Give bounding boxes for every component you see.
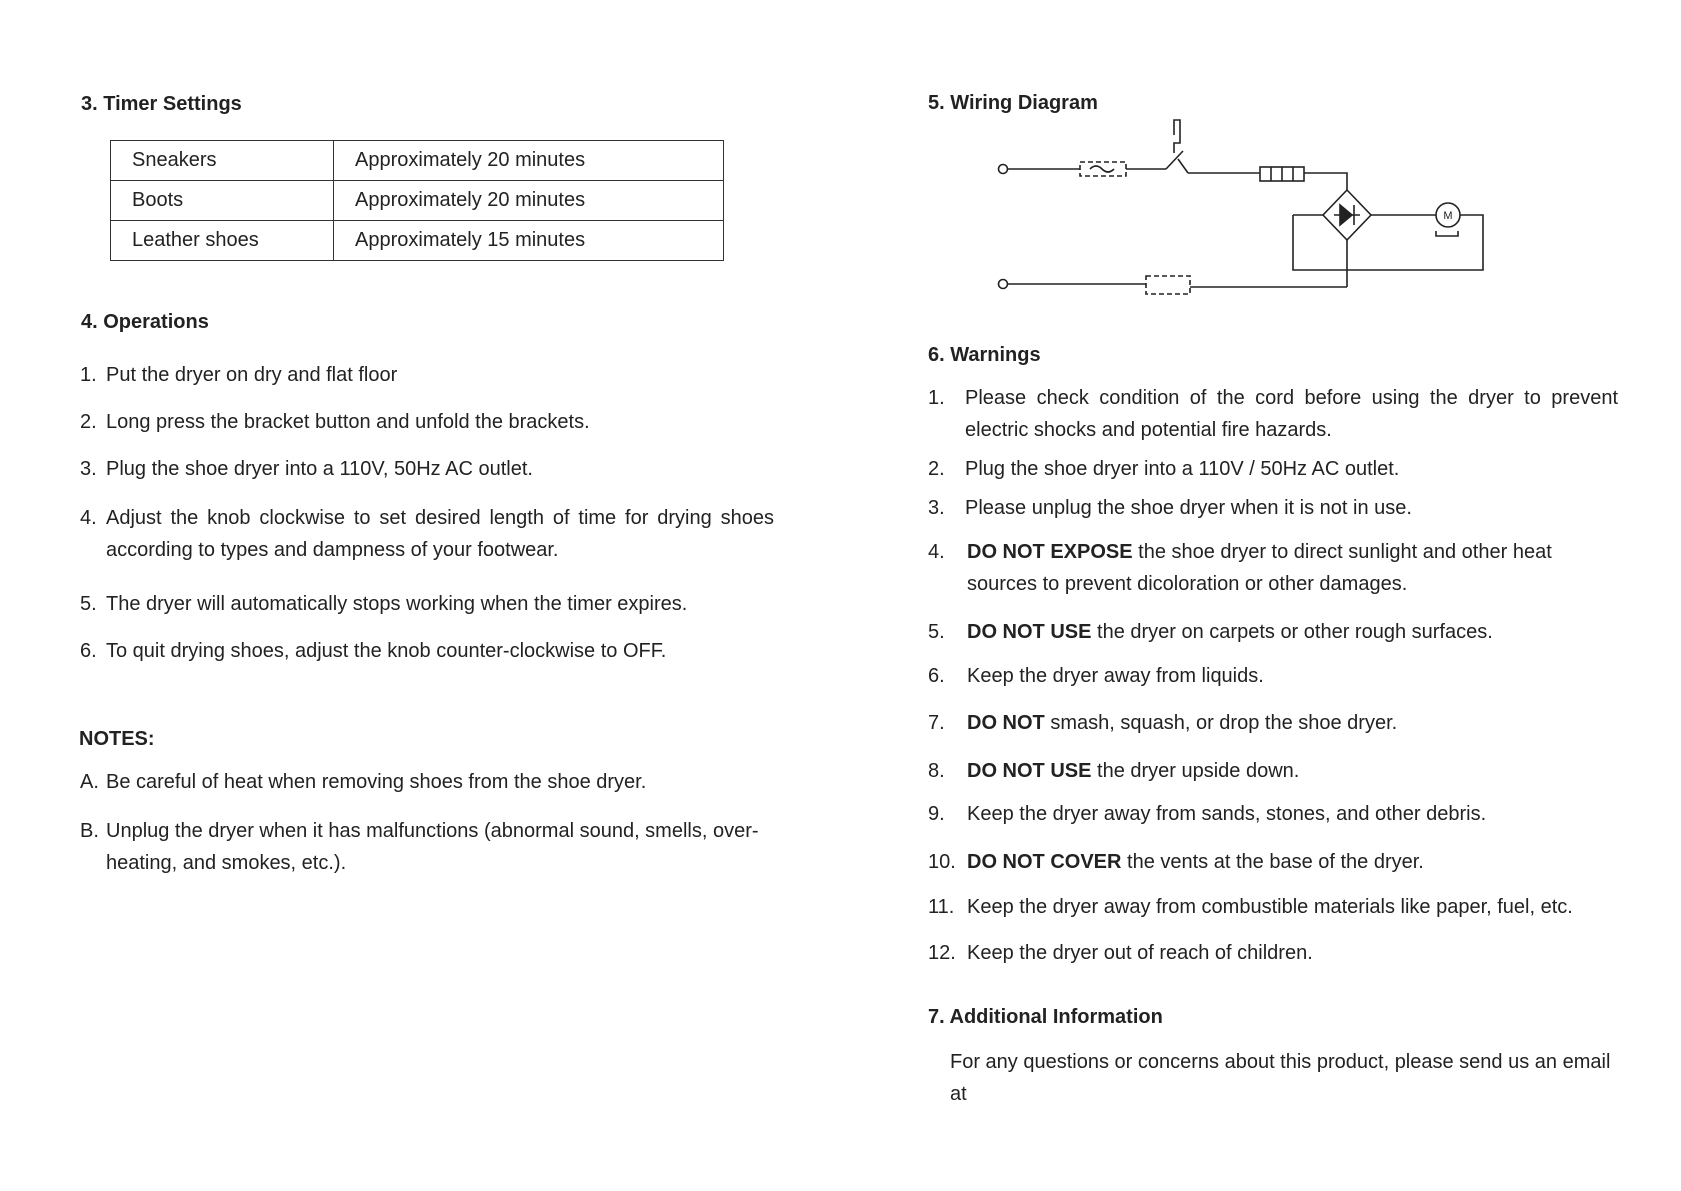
item-text: Keep the dryer away from liquids.: [967, 665, 1264, 687]
item-number: 9.: [928, 803, 945, 825]
item-text: Please unplug the shoe dryer when it is not in use.: [965, 497, 1412, 519]
operations-heading: 4. Operations: [81, 311, 209, 333]
shoe-type-cell: Leather shoes: [111, 221, 334, 261]
item-text: Unplug the dryer when it has malfunctions (abnormal sound, smells, over-heating, and smokes, etc.).: [106, 820, 759, 874]
item-number: 5.: [928, 621, 945, 643]
warning-item: [928, 798, 1618, 830]
shoe-type-cell: Sneakers: [111, 141, 334, 181]
duration-cell: Approximately 15 minutes: [334, 221, 724, 261]
item-text: Adjust the knob clockwise to set desired length of time for drying shoes according to types and dampness of your footwear.: [106, 507, 774, 561]
item-number: 2.: [928, 458, 945, 480]
additional-heading: 7. Additional Information: [928, 1006, 1163, 1028]
item-number: B.: [80, 820, 99, 842]
item-number: 3.: [928, 497, 945, 519]
warning-item: [928, 846, 1618, 878]
item-number: 12.: [928, 942, 956, 964]
item-text: To quit drying shoes, adjust the knob counter-clockwise to OFF.: [106, 640, 667, 662]
warnings-heading: 6. Warnings: [928, 344, 1041, 366]
warning-item: [928, 937, 1618, 969]
terminal-top: [999, 165, 1008, 174]
table-row: [111, 181, 724, 221]
item-text: Please check condition of the cord before using the dryer to prevent electric shocks and potential fire hazards.: [965, 387, 1618, 441]
item-text: Be careful of heat when removing shoes from the shoe dryer.: [106, 771, 647, 793]
operation-item: [80, 453, 780, 485]
timer-heading: 3. Timer Settings: [81, 93, 242, 115]
operation-item: [80, 502, 774, 566]
additional-text: [950, 1046, 1620, 1110]
item-number: 5.: [80, 593, 97, 615]
operation-item: [80, 406, 780, 438]
note-item: [80, 766, 780, 798]
warning-emphasis: DO NOT COVER: [967, 851, 1122, 873]
item-number: 10.: [928, 851, 956, 873]
timer-switch: [1166, 151, 1183, 169]
item-text: Keep the dryer away from sands, stones, and other debris.: [967, 803, 1487, 825]
additional-body: For any questions or concerns about this product, please send us an email at: [950, 1051, 1611, 1105]
item-text: the shoe dryer to direct sunlight and other heat sources to prevent dicoloration or other damages.: [967, 541, 1552, 595]
item-text: The dryer will automatically stops working when the timer expires.: [106, 593, 688, 615]
shoe-type-cell: Boots: [111, 181, 334, 221]
item-text: Put the dryer on dry and flat floor: [106, 364, 398, 386]
item-text: Long press the bracket button and unfold the brackets.: [106, 411, 590, 433]
item-number: 3.: [80, 458, 97, 480]
item-text: the dryer on carpets or other rough surfaces.: [1091, 621, 1493, 643]
item-number: A.: [80, 771, 99, 793]
item-text: the vents at the base of the dryer.: [1121, 851, 1424, 873]
motor-label: M: [1443, 210, 1453, 222]
item-text: Plug the shoe dryer into a 110V / 50Hz AC outlet.: [965, 458, 1400, 480]
item-number: 6.: [80, 640, 97, 662]
warning-item: [928, 616, 1618, 648]
warning-emphasis: DO NOT EXPOSE: [967, 541, 1133, 563]
item-number: 7.: [928, 712, 945, 734]
item-number: 8.: [928, 760, 945, 782]
warning-item: [928, 492, 1618, 524]
warning-emphasis: DO NOT USE: [967, 621, 1092, 643]
warning-item: [928, 660, 1618, 692]
item-text: Keep the dryer out of reach of children.: [967, 942, 1313, 964]
item-number: 2.: [80, 411, 97, 433]
warning-item: [928, 453, 1618, 485]
item-number: 1.: [928, 387, 945, 409]
warning-item: [928, 536, 1618, 600]
item-text: Plug the shoe dryer into a 110V, 50Hz AC outlet.: [106, 458, 533, 480]
operation-item: [80, 635, 780, 667]
bottom-fuse: [1146, 276, 1190, 294]
terminal-bottom: [999, 280, 1008, 289]
duration-cell: Approximately 20 minutes: [334, 181, 724, 221]
item-text: the dryer upside down.: [1091, 760, 1300, 782]
warning-item: [928, 755, 1618, 787]
timer-table: [110, 140, 724, 261]
warning-item: [928, 891, 1618, 923]
item-text: Keep the dryer away from combustible materials like paper, fuel, etc.: [967, 896, 1573, 918]
warning-item: [928, 707, 1618, 739]
item-number: 4.: [928, 541, 945, 563]
wiring-diagram: [990, 115, 1550, 315]
item-text: smash, squash, or drop the shoe dryer.: [1044, 712, 1398, 734]
table-row: [111, 221, 724, 261]
note-item: [80, 815, 780, 879]
operation-item: [80, 588, 780, 620]
item-number: 6.: [928, 665, 945, 687]
item-number: 11.: [928, 896, 955, 918]
warning-emphasis: DO NOT: [967, 712, 1045, 734]
item-number: 4.: [80, 507, 97, 529]
warning-emphasis: DO NOT USE: [967, 760, 1092, 782]
warning-item: [928, 382, 1618, 446]
operation-item: [80, 359, 780, 391]
table-row: [111, 141, 724, 181]
wiring-heading: 5. Wiring Diagram: [928, 92, 1098, 114]
duration-cell: Approximately 20 minutes: [334, 141, 724, 181]
notes-heading: NOTES:: [79, 728, 155, 750]
item-number: 1.: [80, 364, 97, 386]
